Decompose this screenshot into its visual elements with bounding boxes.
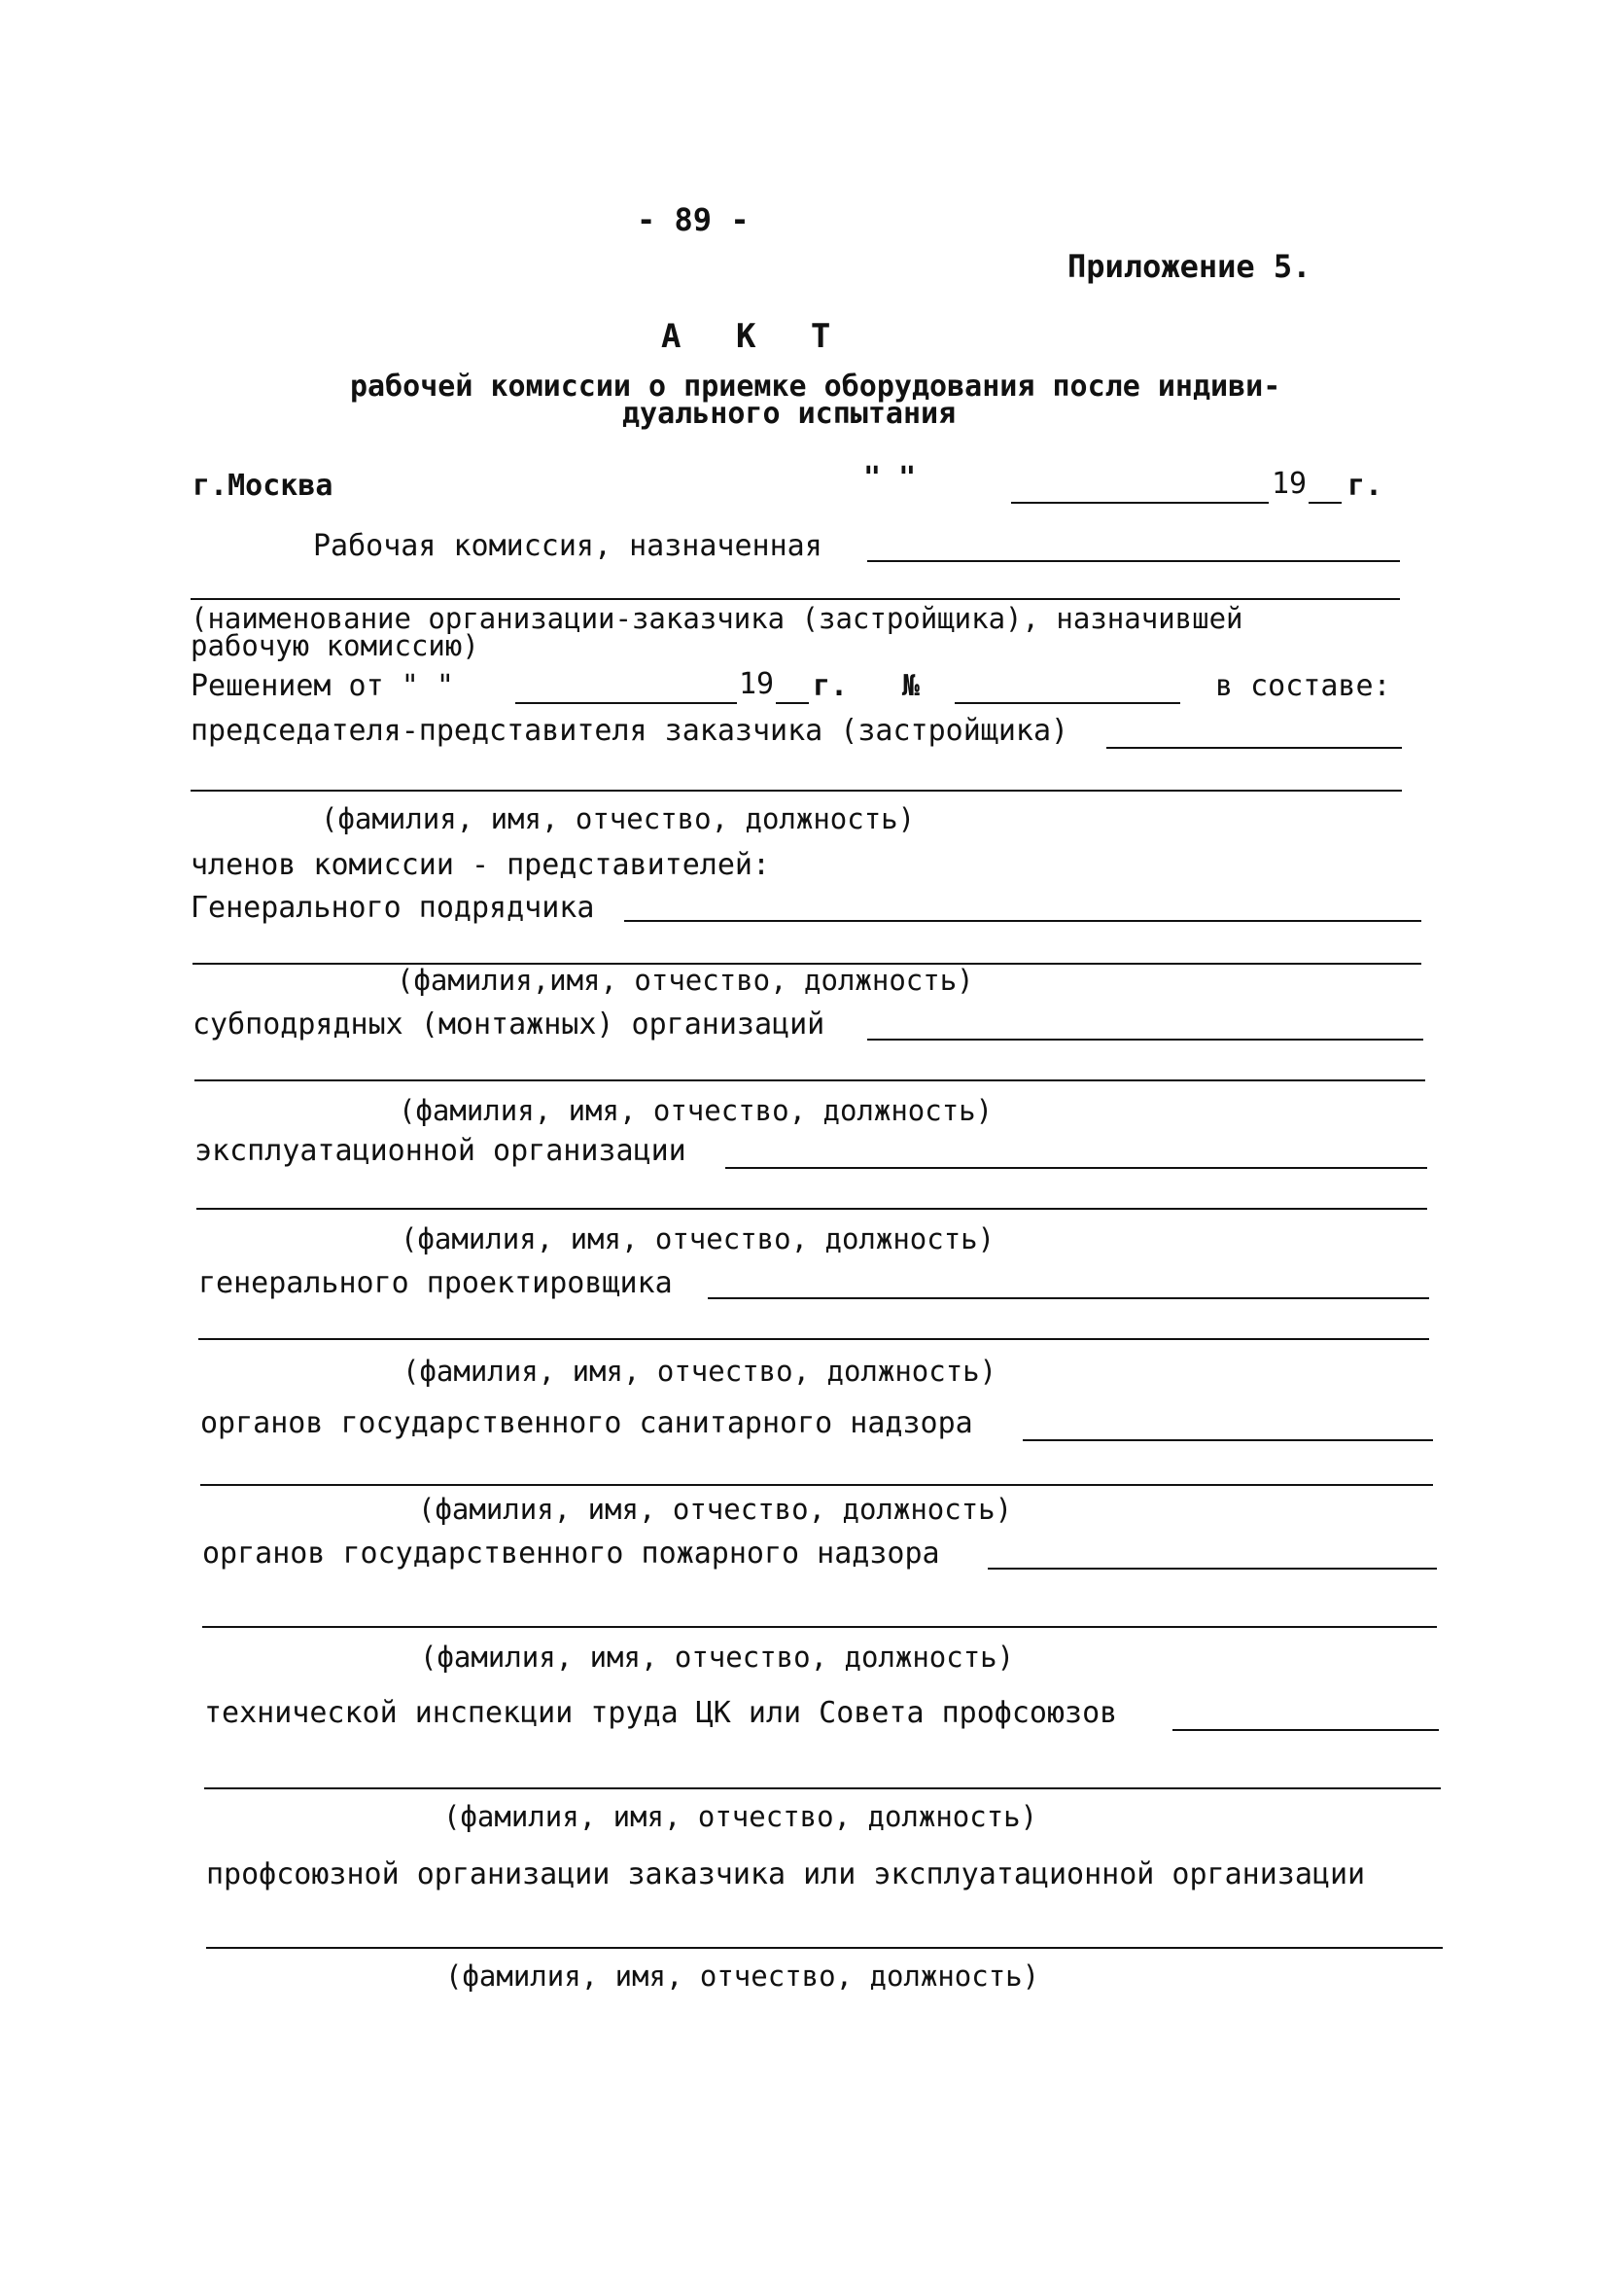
sanitary-name-blank[interactable] <box>200 1484 1433 1486</box>
sanitary-label: органов государственного санитарного надзора <box>200 1406 973 1440</box>
appendix-label: Приложение 5. <box>1067 248 1311 285</box>
subcontractors-fio-hint: (фамилия, имя, отчество, должность) <box>399 1094 994 1127</box>
fire-name-blank[interactable] <box>202 1626 1437 1628</box>
subcontractors-label: субподрядных (монтажных) организаций <box>192 1007 825 1042</box>
date-blank[interactable] <box>1011 502 1269 504</box>
page-number: - 89 - <box>637 201 750 238</box>
decision-date-blank[interactable] <box>515 702 737 704</box>
decision-year-blank[interactable] <box>776 702 809 704</box>
chairman-label: председателя-представителя заказчика (застройщика) <box>191 714 1069 748</box>
subtitle-line2: дуального испытания <box>622 397 957 431</box>
operating-org-fio-hint: (фамилия, имя, отчество, должность) <box>401 1222 996 1255</box>
fire-blank[interactable] <box>988 1568 1437 1570</box>
members-label: членов комиссии - представителей: <box>191 848 771 882</box>
city: г.Москва <box>192 469 333 503</box>
labor-inspection-name-blank[interactable] <box>204 1787 1441 1789</box>
chairman-blank[interactable] <box>1106 747 1402 749</box>
chairman-fio-hint: (фамилия, имя, отчество, должность) <box>321 802 916 835</box>
year-suffix: г. <box>1347 469 1383 503</box>
sanitary-blank[interactable] <box>1023 1439 1433 1441</box>
decision-from-label: Решением от " " <box>191 669 454 703</box>
trade-union-fio-hint: (фамилия, имя, отчество, должность) <box>445 1960 1040 1993</box>
year-blank[interactable] <box>1309 502 1342 504</box>
labor-inspection-label: технической инспекции труда ЦК или Совета профсоюзов <box>204 1696 1118 1730</box>
organization-blank[interactable] <box>191 598 1400 600</box>
decision-year-suffix: г. <box>813 669 849 703</box>
sanitary-fio-hint: (фамилия, имя, отчество, должность) <box>418 1493 1013 1526</box>
organization-hint-line1: (наименование организации-заказчика (застройщика), назначившей <box>191 602 1243 635</box>
commission-appointed-blank[interactable] <box>867 560 1400 562</box>
trade-union-name-blank[interactable] <box>206 1947 1443 1949</box>
decision-year-label: 19 <box>739 667 775 701</box>
number-sign: № <box>902 669 921 703</box>
year-label: 19 <box>1272 467 1308 501</box>
operating-org-name-blank[interactable] <box>196 1208 1427 1210</box>
fire-fio-hint: (фамилия, имя, отчество, должность) <box>420 1641 1015 1674</box>
general-designer-blank[interactable] <box>708 1297 1429 1299</box>
general-designer-name-blank[interactable] <box>198 1338 1429 1340</box>
decision-number-blank[interactable] <box>955 702 1180 704</box>
trade-union-label: профсоюзной организации заказчика или эксплуатационной организации <box>206 1857 1366 1891</box>
labor-inspection-blank[interactable] <box>1172 1729 1439 1731</box>
chairman-name-blank[interactable] <box>191 790 1402 792</box>
fire-label: органов государственного пожарного надзора <box>202 1537 940 1571</box>
labor-inspection-fio-hint: (фамилия, имя, отчество, должность) <box>443 1800 1038 1833</box>
subtitle-line1: рабочей комиссии о приемке оборудования после индиви- <box>350 370 1281 404</box>
date-quotes: " " <box>863 461 917 495</box>
general-contractor-fio-hint: (фамилия,имя, отчество, должность) <box>397 964 974 997</box>
composition-label: в составе: <box>1215 669 1391 703</box>
general-contractor-label: Генерального подрядчика <box>191 891 595 925</box>
general-designer-label: генерального проектировщика <box>198 1266 673 1300</box>
general-designer-fio-hint: (фамилия, имя, отчество, должность) <box>402 1355 997 1388</box>
document-title: А К Т <box>661 317 849 356</box>
general-contractor-blank[interactable] <box>624 920 1421 922</box>
subcontractors-name-blank[interactable] <box>194 1079 1425 1081</box>
organization-hint-line2: рабочую комиссию) <box>191 629 479 662</box>
commission-appointed-label: Рабочая комиссия, назначенная <box>313 529 822 563</box>
subcontractors-blank[interactable] <box>867 1039 1423 1041</box>
operating-org-label: эксплуатационной организации <box>194 1134 686 1168</box>
operating-org-blank[interactable] <box>725 1167 1427 1169</box>
